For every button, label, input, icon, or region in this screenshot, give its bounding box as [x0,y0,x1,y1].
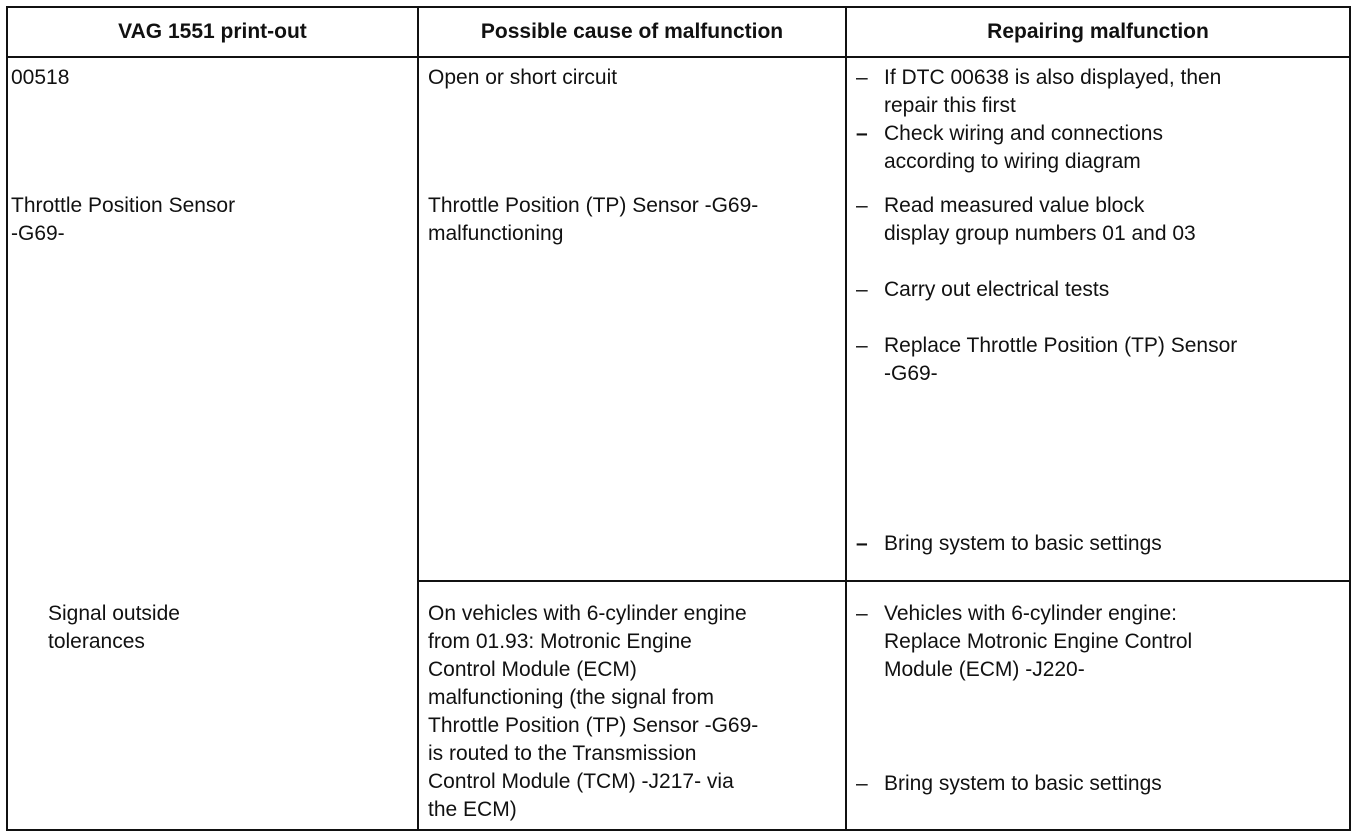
dash-marker: – [856,772,868,795]
cause-ecm-line7: Control Module (TCM) -J217- via [428,770,734,793]
header-repairing: Repairing malfunction [987,20,1209,43]
repair-step-ecm-line2: Replace Motronic Engine Control [884,630,1193,653]
column-divider-2 [845,8,847,829]
cause-ecm-line3: Control Module (ECM) [428,658,637,681]
repair-step-basic-settings-2-line: Bring system to basic settings [884,772,1162,795]
repair-step-basic-settings-2 [856,770,1346,798]
signal-condition-line2: tolerances [48,630,145,653]
cause-ecm-line4: malfunctioning (the signal from [428,686,714,709]
repair-step-replace-ecm [856,600,1346,684]
header-vag-printout: VAG 1551 print-out [118,20,307,43]
repair-step-replace-sensor [856,332,1346,388]
cause-ecm-line1: On vehicles with 6-cylinder engine [428,602,747,625]
repair-step-dtc-line1: If DTC 00638 is also displayed, then [884,66,1222,89]
repair-step-wiring-line2: according to wiring diagram [884,150,1141,173]
repair-step-measured-line1: Read measured value block [884,194,1145,217]
cause-ecm-line8: the ECM) [428,798,517,821]
repair-step-ecm-line1: Vehicles with 6-cylinder engine: [884,602,1177,625]
repair-step-dtc-line2: repair this first [884,94,1016,117]
dash-marker: – [856,532,868,555]
cause-sensor-line1: Throttle Position (TP) Sensor -G69- [428,194,759,217]
cause-sensor-line2: malfunctioning [428,222,564,245]
repair-step-wiring [856,120,1346,176]
dash-marker: – [856,334,868,357]
dash-marker: – [856,66,868,89]
column-divider-1 [417,8,419,829]
cause-open-short: Open or short circuit [428,66,618,89]
repair-step-measured-line2: display group numbers 01 and 03 [884,222,1196,245]
header-divider [8,56,1349,58]
diagnostic-table [6,6,1351,831]
fault-code: 00518 [11,66,70,89]
repair-step-replace-line2: -G69- [884,362,938,385]
cause-ecm-line2: from 01.93: Motronic Engine [428,630,692,653]
row-divider [417,580,1349,582]
dash-marker: – [856,278,868,301]
signal-condition-line1: Signal outside [48,602,180,625]
dash-marker: – [856,122,868,145]
component-name-line1: Throttle Position Sensor [11,194,236,217]
repair-step-measured-value [856,192,1346,248]
repair-step-basic-settings-line: Bring system to basic settings [884,532,1162,555]
component-name-line2: -G69- [11,222,65,245]
repair-step-basic-settings [856,530,1346,558]
repair-step-electrical-tests [856,276,1346,304]
cause-ecm-line5: Throttle Position (TP) Sensor -G69- [428,714,759,737]
repair-step-replace-line1: Replace Throttle Position (TP) Sensor [884,334,1238,357]
repair-step-electrical-line: Carry out electrical tests [884,278,1110,301]
dash-marker: – [856,194,868,217]
dash-marker: – [856,602,868,625]
repair-step-dtc [856,64,1346,120]
cause-ecm-line6: is routed to the Transmission [428,742,697,765]
repair-step-wiring-line1: Check wiring and connections [884,122,1163,145]
header-possible-cause: Possible cause of malfunction [480,20,784,43]
repair-step-ecm-line3: Module (ECM) -J220- [884,658,1085,681]
